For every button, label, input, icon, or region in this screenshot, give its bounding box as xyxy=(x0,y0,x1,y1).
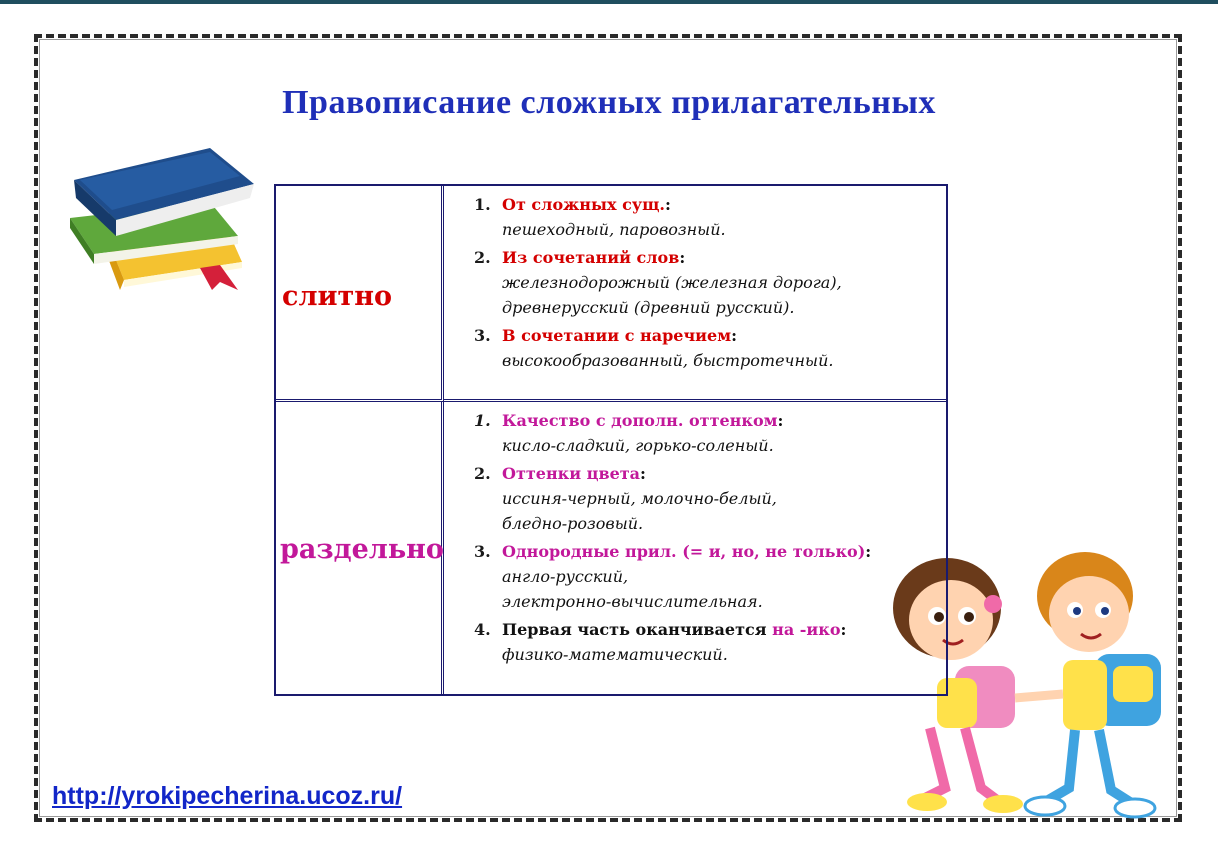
item-example: железнодорожный (железная дорога), древнерусский (древний русский). xyxy=(502,273,842,317)
rule-cell-separate xyxy=(276,402,444,694)
item-example: кисло-сладкий, горько-соленый. xyxy=(502,436,774,455)
list-item xyxy=(474,408,939,458)
item-colon: : xyxy=(840,620,847,639)
cases-list xyxy=(474,192,939,376)
rule-cases-solid xyxy=(444,186,946,402)
item-heading: Однородные прил. (= и, но, не только) xyxy=(502,542,866,561)
books-stack-icon xyxy=(60,140,260,305)
cases-list xyxy=(474,408,939,670)
rule-label-separate: раздельно xyxy=(280,534,444,565)
rule-cell-solid xyxy=(276,186,444,402)
list-item xyxy=(474,245,939,320)
page-title: Правописание сложных прилагательных xyxy=(282,84,936,121)
item-heading: Качество с дополн. оттенком xyxy=(502,411,778,430)
list-item xyxy=(474,323,939,373)
item-colon: : xyxy=(665,195,671,214)
item-example: иссиня-черный, молочно-белый, бледно-розовый. xyxy=(502,489,777,533)
item-number: 2. xyxy=(474,248,491,267)
list-item xyxy=(474,539,939,614)
rules-table xyxy=(274,184,948,696)
item-heading: От сложных сущ. xyxy=(502,195,665,214)
rule-label-solid: слитно xyxy=(282,281,393,312)
item-number: 1. xyxy=(474,411,491,430)
item-colon: : xyxy=(777,411,784,430)
item-colon: : xyxy=(731,326,738,345)
rule-cases-separate xyxy=(444,402,946,694)
item-heading: В сочетании с наречием xyxy=(502,326,732,345)
item-number: 2. xyxy=(474,464,491,483)
list-item xyxy=(474,192,939,242)
footer-link[interactable]: http://yrokipecherina.ucoz.ru/ xyxy=(52,782,403,810)
item-heading-highlight: на -ико xyxy=(772,620,841,639)
item-number: 3. xyxy=(474,326,491,345)
list-item xyxy=(474,617,939,667)
item-number: 1. xyxy=(474,195,491,214)
top-bar xyxy=(0,0,1218,4)
item-heading: Оттенки цвета xyxy=(502,464,641,483)
item-heading: Из сочетаний слов xyxy=(502,248,680,267)
item-example: высокообразованный, быстротечный. xyxy=(502,351,834,370)
item-colon: : xyxy=(865,542,872,561)
item-example: пешеходный, паровозный. xyxy=(502,220,726,239)
item-number: 4. xyxy=(474,620,491,639)
item-example: англо-русский, электронно-вычислительная. xyxy=(502,567,763,611)
item-colon: : xyxy=(640,464,646,483)
list-item xyxy=(474,461,939,536)
item-number: 3. xyxy=(474,542,491,561)
item-colon: : xyxy=(679,248,686,267)
item-example: физико-математический. xyxy=(502,645,728,664)
item-heading: Первая часть оканчивается xyxy=(502,620,773,639)
